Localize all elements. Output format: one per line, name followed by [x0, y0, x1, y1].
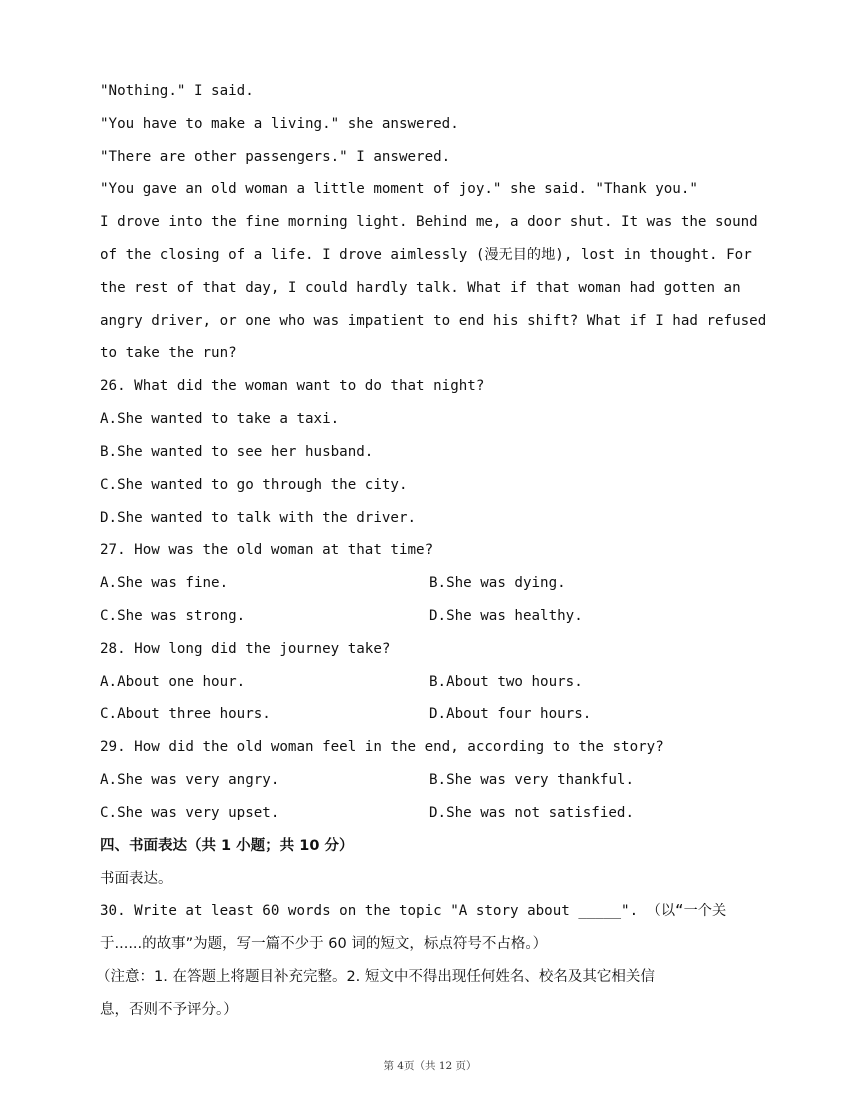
option-26-d: D.She wanted to talk with the driver.	[100, 510, 417, 526]
story-line: "You gave an old woman a little moment of joy." she said. "Thank you."	[100, 181, 698, 197]
question-30-line: 30. Write at least 60 words on the topic "A story about _____". （以“一个关	[100, 903, 727, 919]
story-line: I drove into the fine morning light. Behind me, a door shut. It was the sound	[100, 214, 758, 230]
question-26-stem: 26. What did the woman want to do that night?	[100, 378, 485, 394]
option-29-c: C.She was very upset.	[100, 805, 280, 821]
story-line: "Nothing." I said.	[100, 83, 254, 99]
question-29-stem: 29. How did the old woman feel in the end, according to the story?	[100, 739, 664, 755]
story-line: of the closing of a life. I drove aimlessly (漫无目的地), lost in thought. For	[100, 247, 752, 263]
option-27-b: B.She was dying.	[429, 575, 566, 591]
option-29-d: D.She was not satisfied.	[429, 805, 634, 821]
story-line: "There are other passengers." I answered.	[100, 149, 451, 165]
story-line: "You have to make a living." she answered.	[100, 116, 459, 132]
question-28-stem: 28. How long did the journey take?	[100, 641, 391, 657]
page-footer: 第 4页（共 12 页）	[383, 1060, 477, 1072]
option-28-c: C.About three hours.	[100, 706, 271, 722]
option-29-a: A.She was very angry.	[100, 772, 280, 788]
note-line: （注意：1. 在答题上将题目补充完整。2. 短文中不得出现任何姓名、校名及其它相关信	[96, 969, 655, 985]
option-26-a: A.She wanted to take a taxi.	[100, 411, 340, 427]
section-subheading: 书面表达。	[100, 871, 173, 887]
note-line: 息，否则不予评分。）	[100, 1002, 238, 1018]
option-28-d: D.About four hours.	[429, 706, 592, 722]
option-28-a: A.About one hour.	[100, 674, 246, 690]
option-26-c: C.She wanted to go through the city.	[100, 477, 408, 493]
option-26-b: B.She wanted to see her husband.	[100, 444, 374, 460]
option-28-b: B.About two hours.	[429, 674, 583, 690]
story-line: to take the run?	[100, 345, 237, 361]
option-27-c: C.She was strong.	[100, 608, 246, 624]
story-line: angry driver, or one who was impatient to end his shift? What if I had refused	[100, 313, 767, 329]
question-30-line: 于......的故事”为题，写一篇不少于 60 词的短文，标点符号不占格。）	[100, 936, 548, 952]
section-heading: 四、书面表达（共 1 小题；共 10 分）	[100, 838, 354, 854]
option-27-d: D.She was healthy.	[429, 608, 583, 624]
question-27-stem: 27. How was the old woman at that time?	[100, 542, 434, 558]
story-line: the rest of that day, I could hardly talk. What if that woman had gotten an	[100, 280, 741, 296]
option-29-b: B.She was very thankful.	[429, 772, 634, 788]
option-27-a: A.She was fine.	[100, 575, 229, 591]
